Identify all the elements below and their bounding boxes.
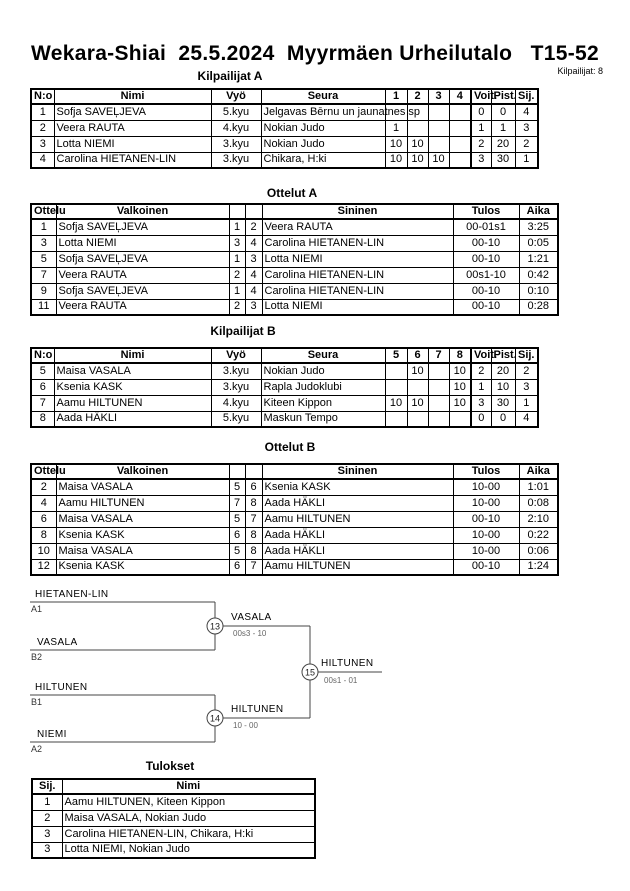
score-cell-1: 1 (385, 120, 407, 136)
blue-name: Aamu HILTUNEN (262, 559, 453, 575)
blue-number: 4 (245, 235, 262, 251)
points-value: 20 (491, 363, 515, 379)
result-place: 1 (32, 794, 62, 810)
col-name: Nimi (54, 348, 211, 363)
competitor-name: Aamu HILTUNEN (54, 395, 211, 411)
match-number: 1 (31, 219, 56, 235)
heading-pool-a: Kilpailijat A (197, 69, 263, 83)
white-number: 7 (229, 495, 245, 511)
heading-results: Tulokset (145, 759, 195, 773)
white-name: Maisa VASALA (56, 511, 229, 527)
col-no: N:o (31, 348, 54, 363)
competitor-belt: 4.kyu (211, 395, 261, 411)
col-m1: 1 (385, 89, 407, 104)
competitor-name: Sofja SAVEĻJEVA (54, 104, 211, 120)
white-number: 5 (229, 479, 245, 495)
place-value: 1 (515, 152, 538, 168)
competitor-number: 6 (31, 379, 54, 395)
result-row (32, 810, 315, 826)
blue-number: 7 (245, 559, 262, 575)
competitor-club: Rapla Judoklubi (263, 380, 342, 393)
white-number: 5 (229, 543, 245, 559)
result-name: Aamu HILTUNEN, Kiteen Kippon (62, 794, 315, 810)
white-number: 6 (229, 527, 245, 543)
bracket-entrant-hietanen-lin: HIETANEN-LIN (35, 589, 109, 600)
competitor-belt: 5.kyu (211, 411, 261, 427)
match-number: 6 (31, 511, 56, 527)
final-score: 00s1 - 01 (324, 676, 358, 685)
competitor-club: Maskun Tempo (263, 412, 338, 425)
col-place: Sij. (515, 89, 538, 104)
blue-number: 3 (245, 251, 262, 267)
competitor-club: Jelgavas Bērnu un jaunatnes sp (263, 105, 421, 118)
match-result: 00s1-10 (453, 267, 519, 283)
score-cell-4: 10 (449, 363, 471, 379)
competitor-number: 4 (31, 152, 54, 168)
semi2-winner-name: HILTUNEN (231, 704, 284, 715)
blue-number: 4 (245, 267, 262, 283)
match-time: 0:42 (519, 267, 558, 283)
semi2-score: 10 - 00 (233, 721, 258, 730)
col-match: Ottelu (31, 204, 56, 219)
result-name: Maisa VASALA, Nokian Judo (62, 810, 315, 826)
competitor-name: Aada HÄKLI (54, 411, 211, 427)
wins-value: 1 (471, 120, 491, 136)
white-name: Veera RAUTA (56, 299, 229, 315)
competitor-number: 8 (31, 411, 54, 427)
col-m6: 6 (407, 348, 428, 363)
result-row (32, 826, 315, 842)
points-value: 30 (491, 152, 515, 168)
result-place: 2 (32, 810, 62, 826)
final-winner-name: HILTUNEN (321, 658, 374, 669)
blue-number: 8 (245, 543, 262, 559)
match-number: 5 (31, 251, 56, 267)
place-value: 3 (515, 120, 538, 136)
place-value: 4 (515, 411, 538, 427)
match-time: 0:28 (519, 299, 558, 315)
competitor-club: Nokian Judo (263, 137, 325, 150)
score-cell-1: 10 (385, 152, 407, 168)
bracket-seed-b2: B2 (31, 652, 43, 662)
score-cell-2: 10 (407, 152, 428, 168)
blue-number: 8 (245, 527, 262, 543)
points-value: 30 (491, 395, 515, 411)
col-time: Aika (519, 204, 558, 219)
match-result: 10-00 (453, 527, 519, 543)
score-cell-2: 10 (407, 136, 428, 152)
col-result: Tulos (453, 204, 519, 219)
blue-name: Aada HÄKLI (262, 543, 453, 559)
blue-name: Lotta NIEMI (262, 299, 453, 315)
bracket-entrant-vasala: VASALA (37, 637, 78, 648)
col-blue: Sininen (262, 464, 453, 479)
result-name: Carolina HIETANEN-LIN, Chikara, H:ki (62, 826, 315, 842)
col-name: Nimi (54, 89, 211, 104)
bracket-connector-lines (30, 602, 382, 742)
col-wins: Voit. (471, 348, 491, 363)
match-result: 10-00 (453, 479, 519, 495)
page-title: Wekara-Shiai 25.5.2024 Myyrmäen Urheilutalo T15-52 (31, 42, 599, 65)
blue-name: Veera RAUTA (262, 219, 453, 235)
match-time: 2:10 (519, 511, 558, 527)
match-result: 00-10 (453, 299, 519, 315)
bracket-seed-a1: A1 (31, 604, 43, 614)
match-time: 1:21 (519, 251, 558, 267)
match-result: 00-01s1 (453, 219, 519, 235)
match-number: 8 (31, 527, 56, 543)
blue-name: Aada HÄKLI (262, 527, 453, 543)
white-number: 6 (229, 559, 245, 575)
match-time: 1:01 (519, 479, 558, 495)
score-cell-1: 10 (385, 395, 407, 411)
points-value: 0 (491, 411, 515, 427)
score-cell-1: 10 (385, 136, 407, 152)
white-number: 3 (229, 235, 245, 251)
blue-number: 4 (245, 283, 262, 299)
white-name: Lotta NIEMI (56, 235, 229, 251)
match-13-number: 13 (209, 621, 221, 632)
white-number: 1 (229, 251, 245, 267)
match-time: 0:22 (519, 527, 558, 543)
wins-value: 2 (471, 136, 491, 152)
competitor-name: Lotta NIEMI (54, 136, 211, 152)
place-value: 2 (515, 363, 538, 379)
match-result: 00-10 (453, 559, 519, 575)
place-value: 3 (515, 379, 538, 395)
competitor-number: 5 (31, 363, 54, 379)
match-number: 12 (31, 559, 56, 575)
points-value: 1 (491, 120, 515, 136)
blue-name: Carolina HIETANEN-LIN (262, 267, 453, 283)
match-time: 0:06 (519, 543, 558, 559)
blue-number: 7 (245, 511, 262, 527)
col-belt: Vyö (211, 89, 261, 104)
match-time: 0:05 (519, 235, 558, 251)
col-belt: Vyö (211, 348, 261, 363)
col-m3: 3 (428, 89, 449, 104)
col-m4: 4 (449, 89, 471, 104)
competitor-number: 1 (31, 104, 54, 120)
white-name: Sofja SAVEĻJEVA (56, 219, 229, 235)
wins-value: 0 (471, 411, 491, 427)
match-result: 00-10 (453, 511, 519, 527)
wins-value: 0 (471, 104, 491, 120)
col-club: Seura (261, 348, 385, 363)
white-number: 5 (229, 511, 245, 527)
competitor-name: Maisa VASALA (54, 363, 211, 379)
white-name: Aamu HILTUNEN (56, 495, 229, 511)
result-name: Lotta NIEMI, Nokian Judo (62, 842, 315, 858)
white-number: 1 (229, 219, 245, 235)
col-no: N:o (31, 89, 54, 104)
bracket-seed-a2: A2 (31, 744, 43, 754)
competitor-club: Nokian Judo (263, 121, 325, 134)
points-value: 10 (491, 379, 515, 395)
blue-name: Ksenia KASK (262, 479, 453, 495)
bracket-entrant-hiltunen: HILTUNEN (35, 682, 88, 693)
heading-matches-a: Ottelut A (266, 186, 318, 200)
white-name: Veera RAUTA (56, 267, 229, 283)
match-number: 9 (31, 283, 56, 299)
col-m7: 7 (428, 348, 449, 363)
col-place: Sij. (515, 348, 538, 363)
match-14-number: 14 (209, 713, 221, 724)
match-number: 7 (31, 267, 56, 283)
heading-pool-b: Kilpailijat B (210, 324, 276, 338)
competitor-name: Ksenia KASK (54, 379, 211, 395)
competitor-belt: 3.kyu (211, 363, 261, 379)
competitor-name: Veera RAUTA (54, 120, 211, 136)
col-blue: Sininen (262, 204, 453, 219)
col-points: Pist. (491, 348, 515, 363)
match-time: 0:10 (519, 283, 558, 299)
results-table (31, 778, 316, 859)
blue-name: Carolina HIETANEN-LIN (262, 235, 453, 251)
col-match: Ottelu (31, 464, 56, 479)
match-15-number: 15 (304, 667, 316, 678)
results-body (32, 794, 315, 858)
col-place: Sij. (32, 779, 62, 794)
match-number: 2 (31, 479, 56, 495)
result-row (32, 794, 315, 810)
score-cell-4: 10 (449, 395, 471, 411)
wins-value: 2 (471, 363, 491, 379)
match-time: 1:24 (519, 559, 558, 575)
competitor-belt: 4.kyu (211, 120, 261, 136)
competitor-number: 3 (31, 136, 54, 152)
blue-name: Lotta NIEMI (262, 251, 453, 267)
competitor-name: Carolina HIETANEN-LIN (54, 152, 211, 168)
score-cell-4: 10 (449, 379, 471, 395)
match-result: 10-00 (453, 495, 519, 511)
blue-number: 2 (245, 219, 262, 235)
match-number: 11 (31, 299, 56, 315)
match-time: 3:25 (519, 219, 558, 235)
score-cell-2: 10 (407, 363, 428, 379)
blue-name: Aamu HILTUNEN (262, 511, 453, 527)
competitor-club: Nokian Judo (263, 364, 325, 377)
match-result: 00-10 (453, 283, 519, 299)
competitor-club: Chikara, H:ki (263, 153, 327, 166)
col-wins: Voit. (471, 89, 491, 104)
blue-name: Aada HÄKLI (262, 495, 453, 511)
col-white: Valkoinen (56, 204, 229, 219)
semi1-winner-name: VASALA (231, 612, 272, 623)
competitor-belt: 5.kyu (211, 104, 261, 120)
points-value: 20 (491, 136, 515, 152)
wins-value: 3 (471, 152, 491, 168)
competitor-number: 2 (31, 120, 54, 136)
col-m8: 8 (449, 348, 471, 363)
match-result: 00-10 (453, 251, 519, 267)
match-result: 10-00 (453, 543, 519, 559)
match-time: 0:08 (519, 495, 558, 511)
semi1-score: 00s3 - 10 (233, 629, 267, 638)
results-header-row (32, 779, 315, 794)
place-value: 1 (515, 395, 538, 411)
result-place: 3 (32, 826, 62, 842)
white-name: Sofja SAVEĻJEVA (56, 283, 229, 299)
competitor-club: Kiteen Kippon (263, 396, 332, 409)
place-value: 4 (515, 104, 538, 120)
col-m5: 5 (385, 348, 407, 363)
match-number: 4 (31, 495, 56, 511)
competitor-belt: 3.kyu (211, 136, 261, 152)
bracket-seed-b1: B1 (31, 697, 43, 707)
bracket-entrant-niemi: NIEMI (37, 729, 67, 740)
white-name: Maisa VASALA (56, 479, 229, 495)
result-place: 3 (32, 842, 62, 858)
wins-value: 1 (471, 379, 491, 395)
competitor-number: 7 (31, 395, 54, 411)
heading-matches-b: Ottelut B (264, 440, 316, 454)
white-name: Sofja SAVEĻJEVA (56, 251, 229, 267)
blue-name: Carolina HIETANEN-LIN (262, 283, 453, 299)
white-name: Ksenia KASK (56, 527, 229, 543)
white-name: Ksenia KASK (56, 559, 229, 575)
col-name: Nimi (62, 779, 315, 794)
blue-number: 3 (245, 299, 262, 315)
col-points: Pist. (491, 89, 515, 104)
match-result: 00-10 (453, 235, 519, 251)
competitor-belt: 3.kyu (211, 152, 261, 168)
match-number: 3 (31, 235, 56, 251)
col-time: Aika (519, 464, 558, 479)
wins-value: 3 (471, 395, 491, 411)
white-name: Maisa VASALA (56, 543, 229, 559)
blue-number: 8 (245, 495, 262, 511)
white-number: 2 (229, 299, 245, 315)
col-m2: 2 (407, 89, 428, 104)
white-number: 1 (229, 283, 245, 299)
points-value: 0 (491, 104, 515, 120)
blue-number: 6 (245, 479, 262, 495)
col-white: Valkoinen (56, 464, 229, 479)
competitor-belt: 3.kyu (211, 379, 261, 395)
competitor-club-cell (261, 104, 421, 120)
place-value: 2 (515, 136, 538, 152)
col-result: Tulos (453, 464, 519, 479)
score-cell-3: 10 (428, 152, 449, 168)
result-row (32, 842, 315, 858)
match-number: 10 (31, 543, 56, 559)
white-number: 2 (229, 267, 245, 283)
col-club: Seura (261, 89, 385, 104)
competitors-count: Kilpailijat: 8 (557, 66, 603, 76)
score-cell-2: 10 (407, 395, 428, 411)
